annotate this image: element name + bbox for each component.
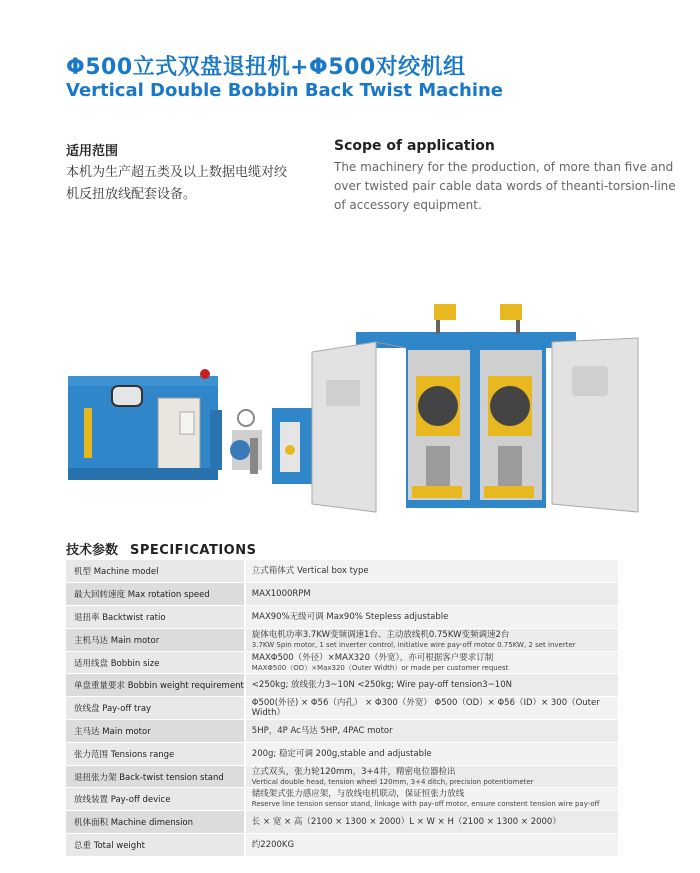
scope-body-en: The machinery for the production, of more than five and over twisted pair cable data words of theanti-torsion-line of accessory equipment.	[334, 160, 676, 212]
spec-label: 放线盘 Pay-off tray	[66, 697, 245, 720]
tension-stand	[230, 410, 262, 474]
spec-value-text: <250kg; 放线张力3~10N <250kg; Wire pay-off tension3~10N	[251, 680, 512, 691]
spec-value	[245, 560, 618, 583]
table-row	[66, 628, 618, 651]
spec-value-subtext: Reserve line tension sensor stand, linkage with pay-off motor, ensure constent tension wire pay-off	[251, 800, 600, 809]
spec-value-text: MAX90%无级可调 Max90% Stepless adjustable	[251, 611, 449, 622]
spec-value	[245, 651, 618, 674]
spec-label: 最大回转速度 Max rotation speed	[66, 583, 245, 606]
spec-label: 总重 Total weight	[66, 834, 245, 857]
spec-value-text: 约2200KG	[251, 839, 295, 850]
page-title-cn: Φ500立式双盘退扭机+Φ500对绞机组	[66, 55, 466, 80]
table-row	[66, 720, 618, 743]
page-title-en: Vertical Double Bobbin Back Twist Machine	[66, 80, 504, 101]
spec-value	[245, 583, 618, 606]
spec-value-text: MAX1000RPM	[251, 589, 311, 600]
spec-label: 退扭张力架 Back-twist tension stand	[66, 765, 245, 788]
spec-value	[245, 606, 618, 629]
spec-value	[245, 765, 618, 788]
spec-value-text: 长 × 宽 × 高（2100 × 1300 × 2000）L × W × H（2100 × 1300 × 2000）	[251, 817, 561, 828]
spec-value	[245, 697, 618, 720]
spec-label: 主马达 Main motor	[66, 720, 245, 743]
spec-value	[245, 742, 618, 765]
table-row	[66, 606, 618, 629]
main-cabinet	[356, 304, 576, 508]
table-row	[66, 742, 618, 765]
specs-heading	[66, 539, 256, 558]
specs-heading-en: SPECIFICATIONS	[130, 543, 257, 558]
spec-label: 机体面积 Machine dimension	[66, 811, 245, 834]
table-row	[66, 834, 618, 857]
spec-value	[245, 834, 618, 857]
table-row	[66, 697, 618, 720]
scope-body-cn: 本机为生产超五类及以上数据电缆对绞机反扭放线配套设备。	[66, 165, 288, 202]
spec-label: 适用线盘 Bobbin size	[66, 651, 245, 674]
specs-heading-cn: 技术参数	[66, 543, 119, 558]
spec-value	[245, 674, 618, 697]
spec-value-subtext: 3.7KW Spin motor, 1 set inverter control, initiative wire pay-off motor 0.75KW, 2 set inverter	[251, 640, 576, 649]
table-row	[66, 765, 618, 788]
spec-value-text: Φ500(外径) × Φ56（内孔） × Φ300（外宽） Φ500（OD）× Φ56（ID）× 300（Outer Width）	[251, 698, 600, 719]
spec-value-text: 立式箱体式 Vertical box type	[251, 566, 369, 577]
spec-value-text: 旋体电机功率3.7KW变频调速1台、主动放线机0.75KW变频调速2台	[251, 629, 510, 640]
spec-label: 单盘重量要求 Bobbin weight requirement	[66, 674, 245, 697]
spec-value	[245, 811, 618, 834]
spec-label: 机型 Machine model	[66, 560, 245, 583]
machine-photo	[60, 290, 660, 520]
table-row	[66, 788, 618, 811]
scope-heading-en: Scope of application	[334, 138, 495, 154]
spec-label: 张力范围 Tensions range	[66, 742, 245, 765]
spec-value-subtext: MAXΦ500（OD）×Max320（Outer Width）or made per customer request	[251, 663, 509, 672]
table-row	[66, 651, 618, 674]
spec-value	[245, 720, 618, 743]
spec-value	[245, 788, 618, 811]
spec-label: 放线装置 Pay-off device	[66, 788, 245, 811]
spec-value	[245, 628, 618, 651]
spec-value-text: 储线架式张力感应架，与放线电机联动，保证恒张力放线	[251, 789, 465, 800]
table-row	[66, 583, 618, 606]
table-row	[66, 811, 618, 834]
spec-value-text: 立式双头，张力轮120mm，3+4井，精密电位器检出	[251, 766, 456, 777]
spec-label: 主机马达 Main motor	[66, 628, 245, 651]
spec-value-text: 5HP，4P Ac马达 5HP, 4PAC motor	[251, 725, 393, 736]
spec-value-subtext: Vertical double head, tension wheel 120mm, 3+4 ditch, precision potentiometer	[251, 777, 534, 786]
spec-value-text: MAXΦ500（外径）×MAX320（外宽），亦可根据客户要求订制	[251, 652, 494, 663]
specs-table	[66, 560, 618, 857]
spec-value-text: 200g; 稳定可调 200g,stable and adjustable	[251, 748, 432, 759]
table-row	[66, 674, 618, 697]
scope-heading-cn: 适用范围	[66, 144, 119, 159]
spec-label: 退扭率 Backtwist ratio	[66, 606, 245, 629]
table-row	[66, 560, 618, 583]
left-machine	[68, 369, 222, 480]
